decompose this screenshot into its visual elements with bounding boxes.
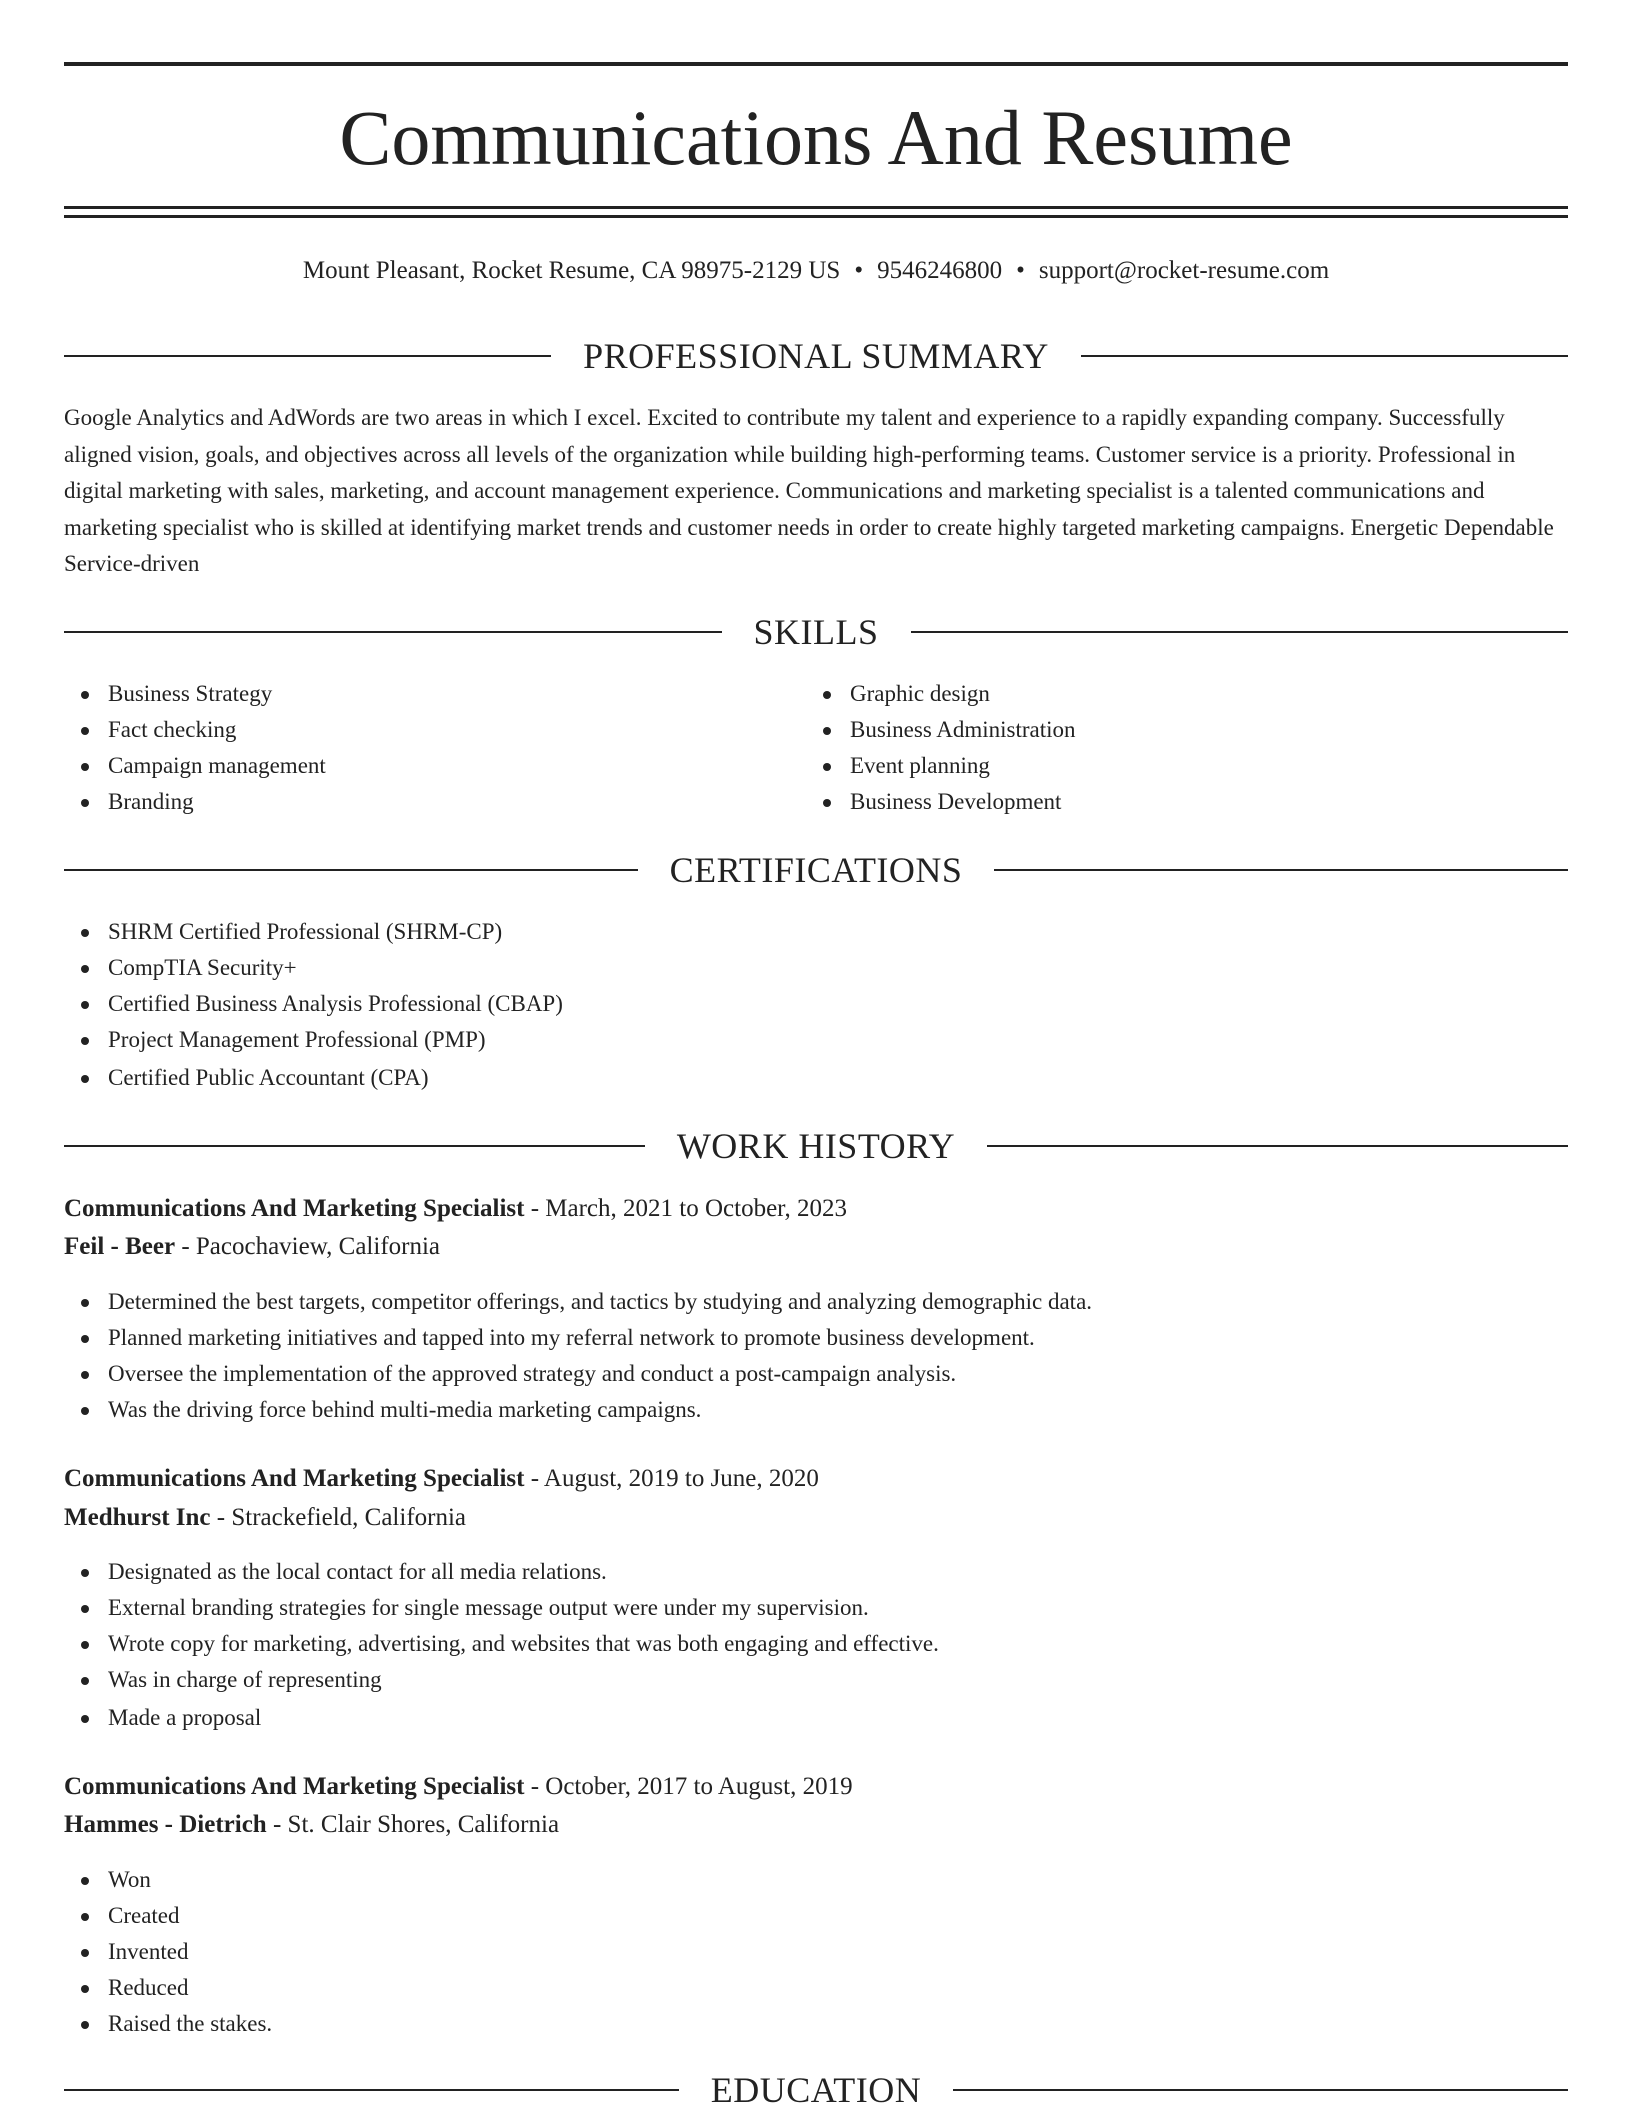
job-company: Hammes - Dietrich xyxy=(64,1811,267,1838)
job-company-line xyxy=(64,1806,1568,1844)
job-duty: Determined the best targets, competitor offerings, and tactics by studying and analyzing demographic data. xyxy=(64,1284,1568,1320)
section-title: SKILLS xyxy=(753,612,879,652)
job-dates: October, 2017 to August, 2019 xyxy=(545,1773,853,1800)
job-company: Feil - Beer xyxy=(64,1233,176,1260)
skill-item: Business Development xyxy=(806,784,1566,820)
skill-item: Branding xyxy=(64,784,804,820)
section-heading-certifications xyxy=(64,848,1568,892)
job-company: Medhurst Inc xyxy=(64,1504,211,1531)
job-duty: Oversee the implementation of the approved strategy and conduct a post-campaign analysis. xyxy=(64,1356,1568,1392)
heading-rule xyxy=(953,2089,1568,2091)
top-rule xyxy=(64,62,1568,66)
job-duty: Wrote copy for marketing, advertising, and websites that was both engaging and effective. xyxy=(64,1626,1568,1662)
job-dates: March, 2021 to October, 2023 xyxy=(545,1195,847,1222)
heading-rule xyxy=(994,869,1568,871)
job-dates: August, 2019 to June, 2020 xyxy=(543,1465,819,1492)
summary-text: Google Analytics and AdWords are two areas in which I excel. Excited to contribute my talent and experience to a rapidly expanding company. Successfully aligned vision, goals, and objectives across all levels of the organization while building high-performing teams. Customer service is a priority. Professional in digital marketing with sales, marketing, and account management experience. Communications and marketing specialist is a talented communications and marketing specialist who is skilled at identifying market trends and customer needs in order to create highly targeted marketing campaigns. Energetic Dependable Service-driven xyxy=(64,405,1554,576)
resume-title: Communications And Resume xyxy=(339,94,1293,181)
contact-separator: • xyxy=(1016,257,1025,284)
job-duties-list xyxy=(64,1284,1568,1428)
job-title-line xyxy=(64,1768,1568,1806)
skill-item: Graphic design xyxy=(806,676,1566,712)
heading-rule xyxy=(64,2089,679,2091)
certification-item: CompTIA Security+ xyxy=(64,950,1568,986)
section-heading-education xyxy=(64,2068,1568,2112)
job-duty: Was in charge of representing xyxy=(64,1662,1568,1698)
dash: - xyxy=(210,1504,232,1531)
dash: - xyxy=(266,1811,288,1838)
job-location: Strackefield, California xyxy=(231,1504,467,1531)
job-duty: Planned marketing initiatives and tapped into my referral network to promote business development. xyxy=(64,1320,1568,1356)
contact-email: support@rocket-resume.com xyxy=(1038,257,1330,284)
section-heading-work-history xyxy=(64,1124,1568,1168)
section-heading-skills xyxy=(64,610,1568,654)
skill-item: Fact checking xyxy=(64,712,804,748)
section-title: PROFESSIONAL SUMMARY xyxy=(583,336,1049,376)
job-duty: Won xyxy=(64,1862,1568,1898)
contact-line xyxy=(64,254,1568,288)
section-heading-summary xyxy=(64,334,1568,378)
certification-item: Project Management Professional (PMP) xyxy=(64,1022,1568,1058)
section-title: WORK HISTORY xyxy=(676,1126,956,1166)
heading-rule xyxy=(64,631,722,633)
job-duty: External branding strategies for single message output were under my supervision. xyxy=(64,1590,1568,1626)
dash: - xyxy=(175,1233,196,1260)
job-title: Communications And Marketing Specialist xyxy=(64,1773,525,1800)
job-title: Communications And Marketing Specialist xyxy=(64,1195,525,1222)
job-location: St. Clair Shores, California xyxy=(287,1811,560,1838)
heading-rule xyxy=(64,355,551,357)
certification-item: Certified Public Accountant (CPA) xyxy=(64,1060,1568,1096)
skill-item: Event planning xyxy=(806,748,1566,784)
heading-rule xyxy=(911,631,1569,633)
job-title-line xyxy=(64,1190,1568,1228)
section-title: CERTIFICATIONS xyxy=(669,850,963,890)
section-title: EDUCATION xyxy=(710,2070,922,2110)
dash: - xyxy=(524,1773,546,1800)
job-duty: Raised the stakes. xyxy=(64,2006,1568,2042)
dash: - xyxy=(524,1465,544,1492)
certifications-list xyxy=(64,914,1568,1096)
contact-separator: • xyxy=(854,257,864,284)
certification-item: Certified Business Analysis Professional (CBAP) xyxy=(64,986,1568,1022)
skill-item: Campaign management xyxy=(64,748,804,784)
title-rule-upper xyxy=(64,206,1568,209)
job-company-line xyxy=(64,1228,1568,1266)
skill-item: Business Strategy xyxy=(64,676,804,712)
resume-page xyxy=(64,0,1568,2112)
dash: - xyxy=(524,1195,546,1222)
job-duty: Reduced xyxy=(64,1970,1568,2006)
job-duty: Created xyxy=(64,1898,1568,1934)
job-title: Communications And Marketing Specialist xyxy=(64,1465,525,1492)
job-duties-list xyxy=(64,1862,1568,2042)
job-duty: Was the driving force behind multi-media marketing campaigns. xyxy=(64,1392,1568,1428)
contact-address: Mount Pleasant, Rocket Resume, CA 98975-2129 US xyxy=(302,257,841,284)
skills-list-left xyxy=(64,676,804,820)
heading-rule xyxy=(987,1145,1568,1147)
job-duties-list xyxy=(64,1554,1568,1736)
heading-rule xyxy=(1081,355,1568,357)
job-duty: Made a proposal xyxy=(64,1700,1568,1736)
job-title-line xyxy=(64,1460,1568,1498)
title-rule-lower xyxy=(64,215,1568,218)
contact-phone: 9546246800 xyxy=(877,257,1003,284)
heading-rule xyxy=(64,869,638,871)
job-duty: Invented xyxy=(64,1934,1568,1970)
skill-item: Business Administration xyxy=(806,712,1566,748)
job-location: Pacochaview, California xyxy=(195,1233,441,1260)
skills-list-right xyxy=(806,676,1566,820)
job-duty: Designated as the local contact for all media relations. xyxy=(64,1554,1568,1590)
heading-rule xyxy=(64,1145,645,1147)
job-company-line xyxy=(64,1499,1568,1537)
certification-item: SHRM Certified Professional (SHRM-CP) xyxy=(64,914,1568,950)
